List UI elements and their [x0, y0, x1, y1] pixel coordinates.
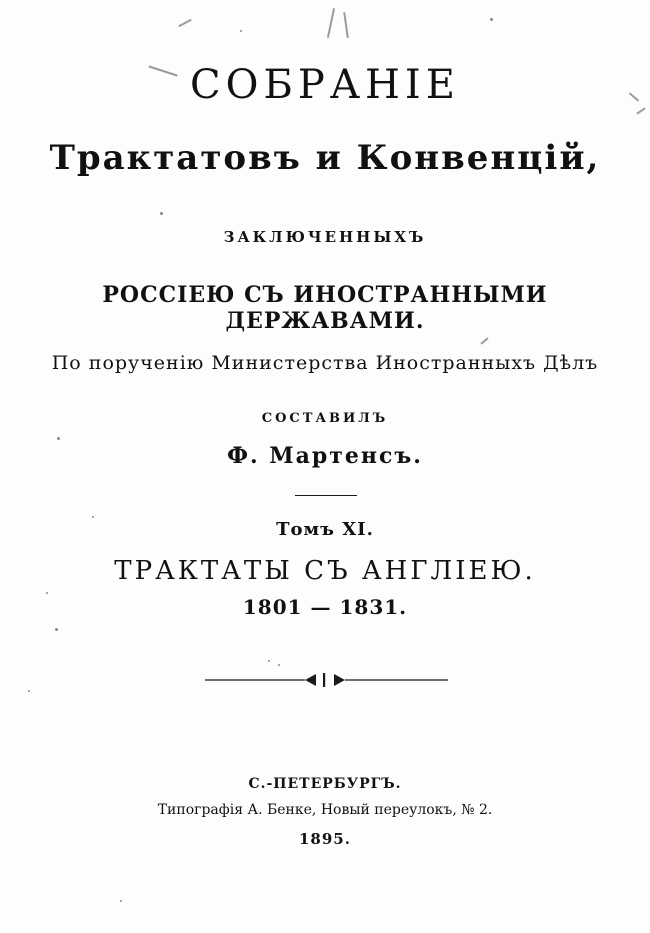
scan-artifact-mark: [343, 12, 349, 38]
scan-speck: [55, 628, 58, 631]
ornament-divider: [0, 670, 650, 690]
scan-artifact-mark: [480, 337, 488, 344]
volume-label: Томъ XI.: [276, 519, 374, 540]
scan-speck: [490, 18, 493, 21]
year-range: 1801 — 1831.: [242, 595, 408, 619]
scan-speck: [57, 437, 60, 440]
compiled-by-label: СОСТАВИЛЪ: [261, 411, 389, 426]
scan-speck: [160, 212, 163, 215]
imprint-printer: Типографія А. Бенке, Новый переулокъ, № 2.: [157, 802, 493, 818]
scan-speck: [268, 660, 270, 662]
scan-artifact-mark: [178, 19, 191, 27]
scan-speck: [278, 664, 280, 666]
section-title: ТРАКТАТЫ СЪ АНГЛІЕЮ.: [114, 556, 536, 586]
imprint-city: С.-ПЕТЕРБУРГЪ.: [248, 776, 402, 792]
scan-speck: [120, 900, 122, 902]
ministry-line: По порученію Министерства Иностранныхъ Дѣлъ: [51, 352, 599, 374]
page-subtitle: Трактатовъ и Конвенцій,: [49, 138, 601, 178]
scan-artifact-mark: [636, 107, 645, 114]
scan-speck: [92, 516, 94, 518]
concluded-label: ЗАКЛЮЧЕННЫХЪ: [223, 228, 427, 246]
divider-rule: [295, 495, 357, 496]
scan-speck: [28, 690, 30, 692]
page-title: СОБРАНІЕ: [190, 62, 460, 108]
imprint-year: 1895.: [299, 830, 351, 848]
scan-speck: [46, 592, 48, 594]
author-name: Ф. Мартенсъ.: [227, 443, 423, 469]
scan-artifact-mark: [327, 8, 335, 38]
scan-speck: [240, 30, 242, 32]
parties-line: РОССІЕЮ СЪ ИНОСТРАННЫМИ ДЕРЖАВАМИ.: [102, 282, 548, 334]
